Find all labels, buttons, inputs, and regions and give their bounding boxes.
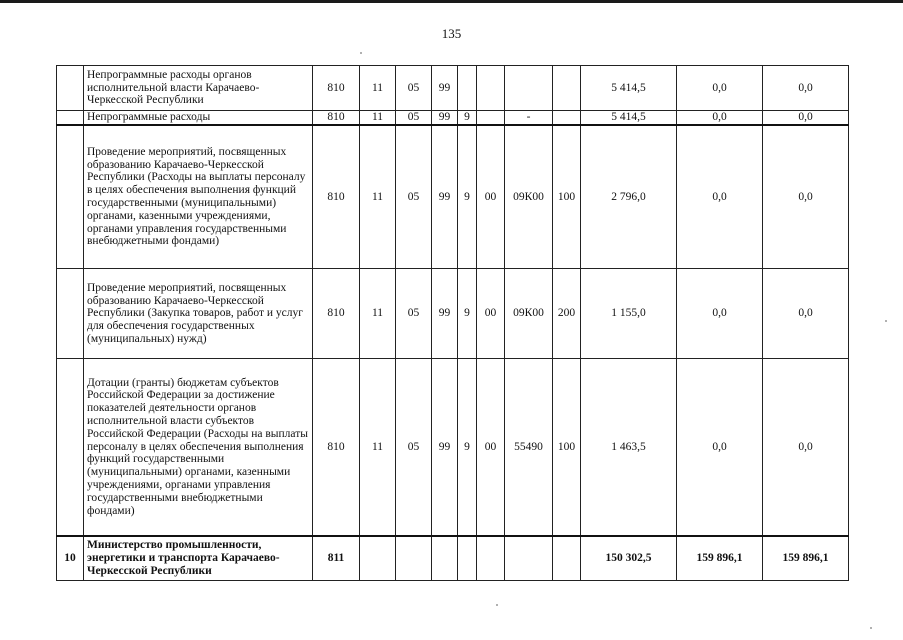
row-number xyxy=(57,111,84,125)
code-main-event: 00 xyxy=(477,359,505,536)
code-direction: 09К00 xyxy=(505,125,553,269)
sum-year-2: 0,0 xyxy=(677,269,763,359)
code-ministry: 810 xyxy=(313,66,360,111)
code-ministry: 811 xyxy=(313,536,360,581)
page-number: 135 xyxy=(441,26,462,41)
row-name: Проведение мероприятий, посвященных образованию Карачаево-Черкесской Республики (Расходы на выплаты персоналу в целях обеспечения выполнения функций государственными (муниципальными) органами, казенными учреждениями, органами управления государственными внебюджетными фондами) xyxy=(84,125,313,269)
row-name: Проведение мероприятий, посвященных образованию Карачаево-Черкесской Республики (Закупка товаров, работ и услуг для обеспечения государственных (муниципальных) нужд) xyxy=(84,269,313,359)
code-subsection: 05 xyxy=(396,359,432,536)
code-subprogram: 9 xyxy=(458,111,477,125)
code-expense-type xyxy=(553,111,581,125)
scan-speck xyxy=(496,604,498,606)
sum-year-2: 0,0 xyxy=(677,125,763,269)
code-main-event xyxy=(477,66,505,111)
code-main-event xyxy=(477,536,505,581)
table-row xyxy=(57,269,849,359)
code-direction xyxy=(505,536,553,581)
budget-table xyxy=(56,65,849,581)
code-subsection: 05 xyxy=(396,111,432,125)
table-row xyxy=(57,125,849,269)
row-name: Дотации (гранты) бюджетам субъектов Российской Федерации за достижение показателей деятельности органов исполнительной власти субъектов Российской Федерации (Расходы на выплаты персоналу в целях обеспечения выполнения функций государственными (муниципальными) органами, казенными учреждениями, органами управления государственными внебюджетными фондами) xyxy=(84,359,313,536)
code-subprogram: 9 xyxy=(458,359,477,536)
code-main-event xyxy=(477,111,505,125)
row-name: Непрограммные расходы xyxy=(84,111,313,125)
table-row xyxy=(57,536,849,581)
code-subprogram xyxy=(458,66,477,111)
sum-year-3: 0,0 xyxy=(763,269,849,359)
sum-year-3: 0,0 xyxy=(763,111,849,125)
code-subprogram: 9 xyxy=(458,125,477,269)
sum-year-2: 0,0 xyxy=(677,111,763,125)
sum-year-1: 150 302,5 xyxy=(581,536,677,581)
code-subsection: 05 xyxy=(396,269,432,359)
code-section: 11 xyxy=(360,111,396,125)
code-program xyxy=(432,536,458,581)
sum-year-1: 1 463,5 xyxy=(581,359,677,536)
code-program: 99 xyxy=(432,359,458,536)
row-name: Министерство промышленности, энергетики и транспорта Карачаево-Черкесской Республики xyxy=(84,536,313,581)
code-expense-type: 100 xyxy=(553,359,581,536)
table-row xyxy=(57,111,849,125)
sum-year-1: 2 796,0 xyxy=(581,125,677,269)
code-section: 11 xyxy=(360,359,396,536)
code-subprogram: 9 xyxy=(458,269,477,359)
code-subsection: 05 xyxy=(396,125,432,269)
sum-year-3: 0,0 xyxy=(763,125,849,269)
code-ministry: 810 xyxy=(313,111,360,125)
code-subprogram xyxy=(458,536,477,581)
code-expense-type xyxy=(553,66,581,111)
code-ministry: 810 xyxy=(313,359,360,536)
code-program: 99 xyxy=(432,269,458,359)
code-section: 11 xyxy=(360,66,396,111)
top-rule xyxy=(0,0,903,3)
table-row xyxy=(57,359,849,536)
table-row xyxy=(57,66,849,111)
code-section xyxy=(360,536,396,581)
code-expense-type xyxy=(553,536,581,581)
code-section: 11 xyxy=(360,125,396,269)
sum-year-1: 5 414,5 xyxy=(581,111,677,125)
row-number xyxy=(57,66,84,111)
code-section: 11 xyxy=(360,269,396,359)
code-direction: 55490 xyxy=(505,359,553,536)
code-ministry: 810 xyxy=(313,125,360,269)
sum-year-2: 159 896,1 xyxy=(677,536,763,581)
sum-year-1: 5 414,5 xyxy=(581,66,677,111)
code-expense-type: 100 xyxy=(553,125,581,269)
code-expense-type: 200 xyxy=(553,269,581,359)
row-number xyxy=(57,359,84,536)
sum-year-2: 0,0 xyxy=(677,359,763,536)
code-subsection xyxy=(396,536,432,581)
code-subsection: 05 xyxy=(396,66,432,111)
code-main-event: 00 xyxy=(477,269,505,359)
code-ministry: 810 xyxy=(313,269,360,359)
code-program: 99 xyxy=(432,66,458,111)
row-number xyxy=(57,125,84,269)
row-number xyxy=(57,269,84,359)
sum-year-1: 1 155,0 xyxy=(581,269,677,359)
sum-year-2: 0,0 xyxy=(677,66,763,111)
code-program: 99 xyxy=(432,111,458,125)
scan-speck xyxy=(870,627,872,629)
code-direction xyxy=(505,66,553,111)
sum-year-3: 0,0 xyxy=(763,359,849,536)
row-name: Непрограммные расходы органов исполнительной власти Карачаево-Черкесской Республики xyxy=(84,66,313,111)
scan-speck xyxy=(360,52,362,54)
code-main-event: 00 xyxy=(477,125,505,269)
sum-year-3: 159 896,1 xyxy=(763,536,849,581)
row-number: 10 xyxy=(57,536,84,581)
code-direction: - xyxy=(505,111,553,125)
code-direction: 09К00 xyxy=(505,269,553,359)
code-program: 99 xyxy=(432,125,458,269)
sum-year-3: 0,0 xyxy=(763,66,849,111)
scan-speck xyxy=(885,320,887,322)
